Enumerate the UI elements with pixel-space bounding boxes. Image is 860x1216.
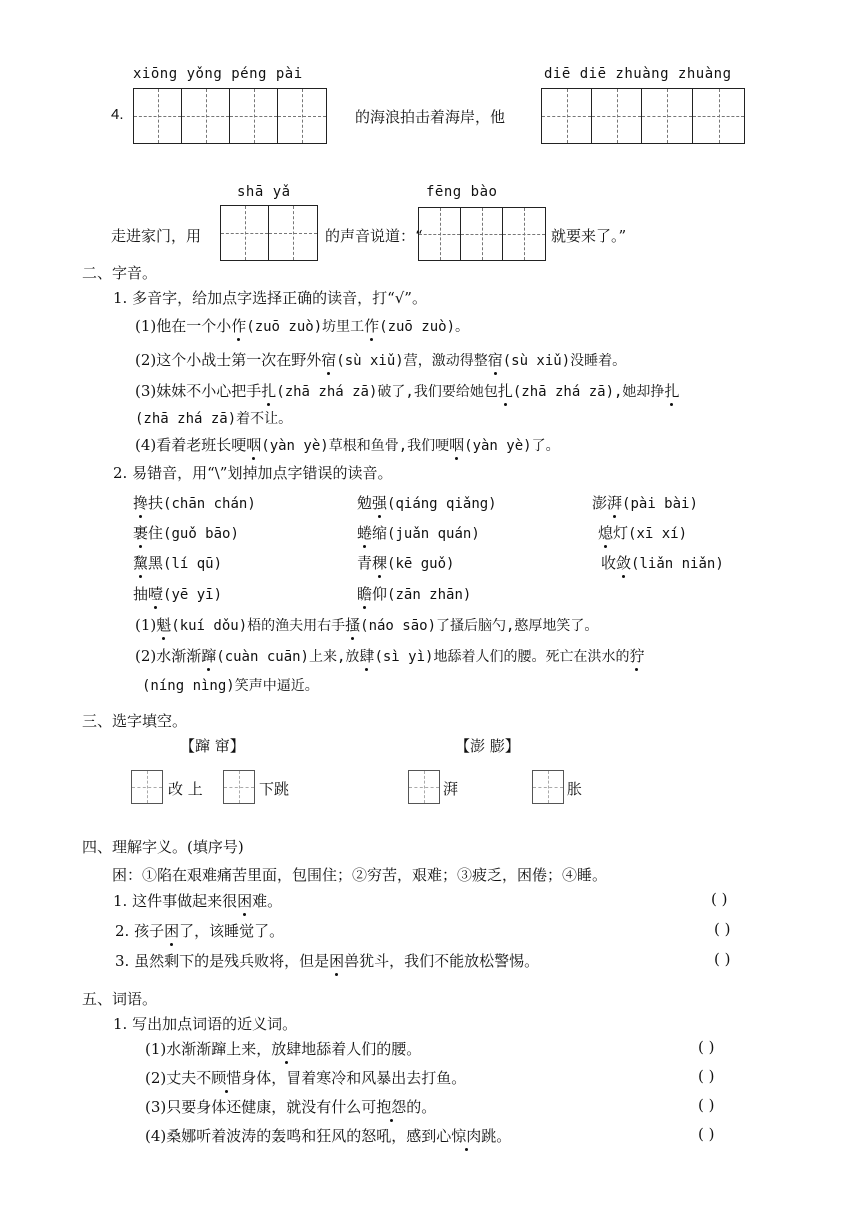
pron-sentence-2-cont: (níng nìng)笑声中逼近。 [142, 678, 319, 694]
pron-item: 裹住(guǒ bāo) [133, 524, 239, 542]
pinyin-xiongyong: xiōng yǒng péng pài [133, 66, 303, 82]
question-label: 1. 写出加点词语的近义词。 [113, 1015, 298, 1033]
polyphone-item-3: (3)妹妹不小心把手扎(zhā zhá zā)破了,我们要给她包扎(zhā zhá zā),她却挣扎 [135, 382, 680, 400]
pron-sentence-1: (1)魁(kuí dǒu)梧的渔夫用右手搔(náo sāo)了搔后脑勺,憨厚地笑了。 [135, 616, 599, 634]
pron-sentence-2: (2)水渐渐蹿(cuàn cuān)上来,放肆(sì yì)地舔着人们的腰。死亡在洪水的狞 [135, 647, 645, 665]
question-number: 4. [111, 106, 124, 123]
pron-item: 黧黑(lí qū) [133, 554, 223, 572]
pron-item: 蜷缩(juǎn quán) [357, 524, 480, 542]
answer-grid-2[interactable] [541, 88, 745, 144]
pinyin-fengbao: fēng bào [426, 184, 498, 200]
section-title: 二、字音。 [82, 264, 158, 282]
section-title: 四、理解字义。(填序号) [82, 838, 244, 856]
polyphone-item-4: (4)看着老班长哽咽(yàn yè)草根和鱼骨,我们哽咽(yàn yè)了。 [135, 436, 560, 454]
meaning-item: 2. 孩子困了，该睡觉了。 [115, 922, 285, 940]
pinyin-shaya: shā yǎ [237, 184, 291, 200]
section-title: 五、词语。 [82, 990, 158, 1008]
synonym-item: (2)丈夫不顾惜身体，冒着寒冷和风暴出去打鱼。 [145, 1069, 467, 1087]
sentence-text: 就要来了。” [551, 227, 627, 245]
char-group: 【澎 膨】 [455, 737, 520, 755]
fill-box[interactable] [532, 770, 564, 804]
answer-blank[interactable]: ( ) [711, 890, 728, 908]
fill-box[interactable] [223, 770, 255, 804]
section-title: 三、选字填空。 [82, 712, 188, 730]
pron-item: 澎湃(pài bài) [592, 494, 698, 512]
polyphone-item-2: (2)这个小战士第一次在野外宿(sù xiǔ)营，激动得整宿(sù xiǔ)没睡着。 [135, 351, 627, 369]
pron-item: 瞻仰(zān zhān) [357, 585, 472, 603]
pron-item: 勉强(qiáng qiǎng) [357, 494, 497, 512]
question-label: 2. 易错音，用“\”划掉加点字错误的读音。 [113, 464, 393, 482]
word-part: 胀 [567, 780, 583, 798]
meaning-item: 3. 虽然剩下的是残兵败将，但是困兽犹斗，我们不能放松警惕。 [115, 952, 540, 970]
fill-box[interactable] [131, 770, 163, 804]
word-part: 湃 [443, 780, 459, 798]
answer-blank[interactable]: ( ) [698, 1125, 715, 1143]
word-part: 下跳 [259, 780, 290, 798]
answer-blank[interactable]: ( ) [714, 920, 731, 938]
pron-item: 熄灯(xī xí) [598, 524, 688, 542]
pinyin-diedie: diē diē zhuàng zhuàng [544, 66, 732, 82]
answer-grid-4[interactable] [418, 207, 546, 261]
sentence-text: 的声音说道：“ [325, 227, 423, 245]
pron-item: 抽噎(yē yī) [133, 585, 223, 603]
answer-blank[interactable]: ( ) [698, 1067, 715, 1085]
meaning-item: 1. 这件事做起来很困难。 [113, 892, 283, 910]
definition: 困：①陷在艰难痛苦里面，包围住；②穷苦，艰难；③疲乏，困倦；④睡。 [112, 866, 608, 884]
pron-item: 收敛(liǎn niǎn) [601, 554, 724, 572]
sentence-text: 的海浪拍击着海岸，他 [355, 108, 506, 126]
answer-blank[interactable]: ( ) [714, 950, 731, 968]
question-label: 1. 多音字，给加点字选择正确的读音，打“√”。 [113, 289, 427, 307]
polyphone-item-1: (1)他在一个小作(zuō zuò)坊里工作(zuō zuò)。 [135, 317, 469, 335]
answer-blank[interactable]: ( ) [698, 1038, 715, 1056]
answer-blank[interactable]: ( ) [698, 1096, 715, 1114]
answer-grid-1[interactable] [133, 88, 327, 144]
synonym-item: (1)水渐渐蹿上来，放肆地舔着人们的腰。 [145, 1040, 422, 1058]
sentence-text: 走进家门，用 [111, 227, 202, 245]
polyphone-item-3-cont: (zhā zhá zā)着不让。 [135, 411, 293, 427]
char-group: 【蹿 窜】 [180, 737, 245, 755]
answer-grid-3[interactable] [220, 205, 318, 261]
fill-box[interactable] [408, 770, 440, 804]
synonym-item: (4)桑娜听着波涛的轰鸣和狂风的怒吼，感到心惊肉跳。 [145, 1127, 512, 1145]
pron-item: 青稞(kē guǒ) [357, 554, 455, 572]
synonym-item: (3)只要身体还健康，就没有什么可抱怨的。 [145, 1098, 437, 1116]
word-part: 改 上 [168, 780, 203, 798]
pron-item: 搀扶(chān chán) [133, 494, 256, 512]
